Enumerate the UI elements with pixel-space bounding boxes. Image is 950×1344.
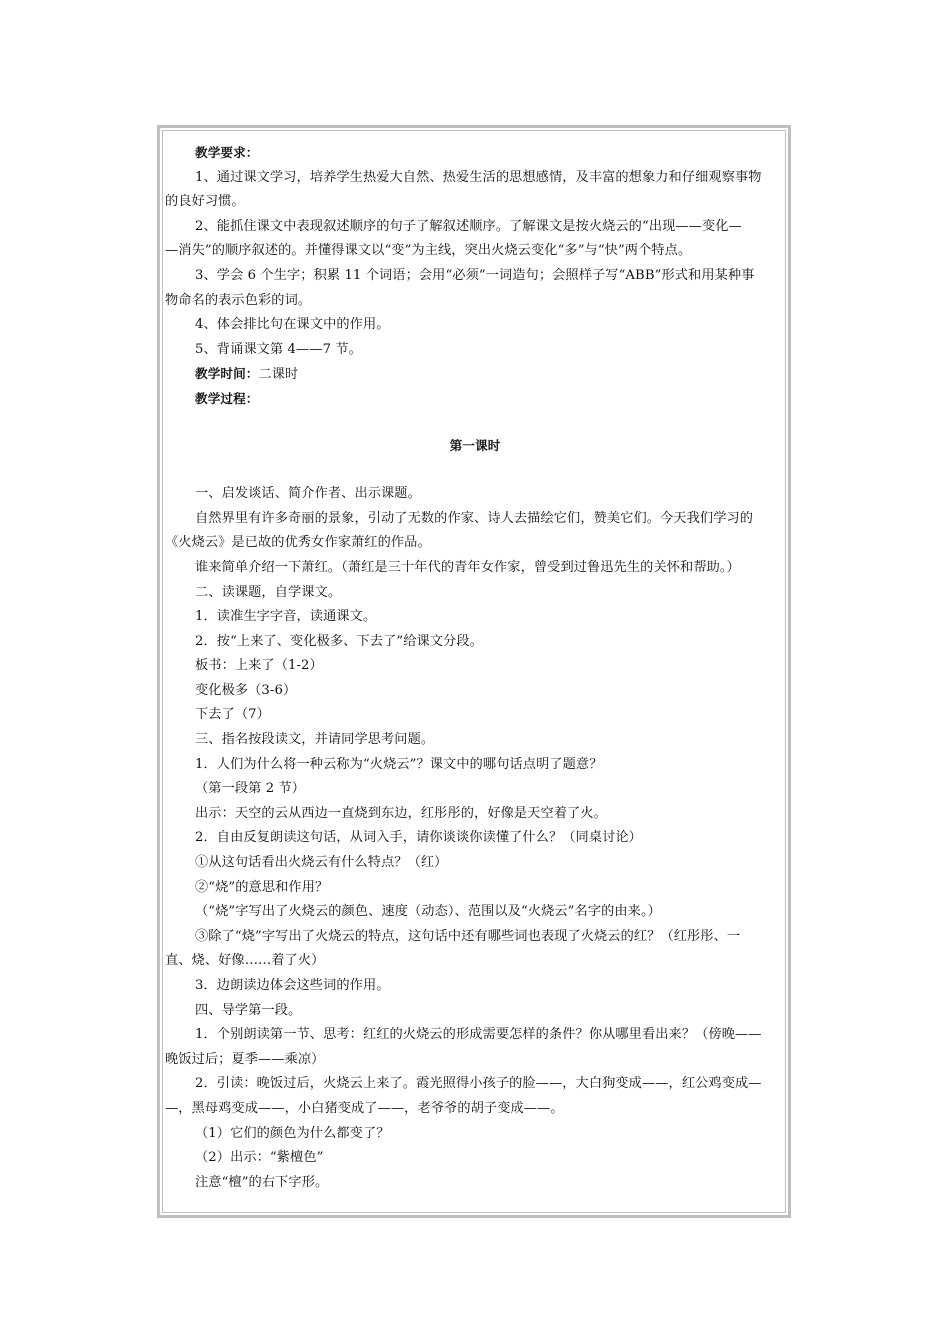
body-line: 2．自由反复朗读这句话，从词入手，请你谈谈你读懂了什么？（同桌讨论） xyxy=(195,830,642,846)
teaching-time-label: 教学时间： xyxy=(195,366,259,382)
body-line: 板书：上来了（1-2） xyxy=(195,658,323,674)
body-line: 1．个别朗读第一节、思考：红红的火烧云的形成需要怎样的条件？你从哪里看出来？（傍晚—— xyxy=(195,1027,762,1043)
body-line: 晚饭过后；夏季——乘凉） xyxy=(165,1051,325,1067)
requirement-5: 5、背诵课文第 4——7 节。 xyxy=(195,341,362,357)
spacer xyxy=(165,412,785,434)
body-line: 二、读课题，自学课文。 xyxy=(195,584,342,600)
body-line: 变化极多（3-6） xyxy=(195,682,297,698)
body-line: 注意“檀”的右下字形。 xyxy=(195,1174,329,1190)
requirement-2-line-1: 2、能抓住课文中表现叙述顺序的句子了解叙述顺序。了解课文是按火烧云的“出现——变化— xyxy=(195,218,742,234)
body-line: 1．人们为什么将一种云称为“火烧云”？课文中的哪句话点明了题意？ xyxy=(195,756,603,772)
requirement-1-line-1: 1、通过课文学习，培养学生热爱大自然、热爱生活的思想感情，及丰富的想象力和仔细观察事物 xyxy=(195,169,762,185)
requirement-3-line-2: 物命名的表示色彩的词。 xyxy=(165,292,312,308)
body-line: 三、指名按段读文，并请同学思考问题。 xyxy=(195,732,435,748)
body-line: 一、启发谈话、简介作者、出示课题。 xyxy=(195,486,421,502)
body-line: ②“烧”的意思和作用？ xyxy=(195,879,329,895)
body-line: 四、导学第一段。 xyxy=(195,1002,302,1018)
body-line: 3．边朗读边体会这些词的作用。 xyxy=(195,978,390,993)
document-frame xyxy=(157,125,791,1218)
requirements-heading: 教学要求： xyxy=(195,145,259,160)
body-line: 2．按“上来了、变化极多、下去了”给课文分段。 xyxy=(195,633,483,649)
requirement-1-line-2: 的良好习惯。 xyxy=(165,194,245,210)
body-line: 《火烧云》是已故的优秀女作家萧红的作品。 xyxy=(165,535,431,551)
body-line: 自然界里有许多奇丽的景象，引动了无数的作家、诗人去描绘它们，赞美它们。今天我们学习的 xyxy=(195,510,754,526)
spacer xyxy=(165,458,785,482)
body-line: 直、烧、好像……着了火） xyxy=(165,953,325,969)
body-line: ③除了“烧”字写出了火烧云的特点，这句话中还有哪些词也表现了火烧云的红？（红彤彤、一 xyxy=(195,928,741,944)
lesson-title: 第一课时 xyxy=(449,437,501,453)
body-line: （“烧”字写出了火烧云的颜色、速度（动态）、范围以及“火烧云”名字的由来。） xyxy=(195,904,661,920)
body-line: （第一段第 2 节） xyxy=(195,781,306,797)
body-line: 谁来简单介绍一下萧红。（萧红是三十年代的青年女作家，曾受到过鲁迅先生的关怀和帮助。） xyxy=(195,559,740,575)
body-line: 1．读准生字字音，读通课文。 xyxy=(195,609,377,625)
document-content xyxy=(165,141,785,1195)
body-line: 2．引读：晚饭过后，火烧云上来了。霞光照得小孩子的脸——，大白狗变成——，红公鸡变成— xyxy=(195,1076,762,1092)
requirement-2-line-2: —消失”的顺序叙述的。并懂得课文以“变”为主线，突出火烧云变化“多”与“快”两个特点。 xyxy=(165,243,692,259)
body-line: （1）它们的颜色为什么都变了？ xyxy=(195,1125,390,1141)
body-line: 出示：天空的云从西边一直烧到东边，红彤彤的，好像是天空着了火。 xyxy=(195,805,607,821)
teaching-process-label: 教学过程： xyxy=(195,390,259,406)
body-line: （2）出示：“紫檀色” xyxy=(195,1150,324,1166)
teaching-time xyxy=(165,362,785,387)
teaching-time-value: 二课时 xyxy=(258,367,299,383)
body-line: —，黑母鸡变成——，小白猪变成了——，老爷爷的胡子变成——。 xyxy=(165,1100,564,1116)
requirement-4: 4、体会排比句在课文中的作用。 xyxy=(195,317,390,333)
body-line: ①从这句话看出火烧云有什么特点？（红） xyxy=(195,855,448,871)
body-line: 下去了（7） xyxy=(195,707,270,723)
requirement-3-line-1: 3、学会 6 个生字；积累 11 个词语；会用“必须”一词造句；会照样子写“ABB”形式和用某种事 xyxy=(195,267,755,283)
